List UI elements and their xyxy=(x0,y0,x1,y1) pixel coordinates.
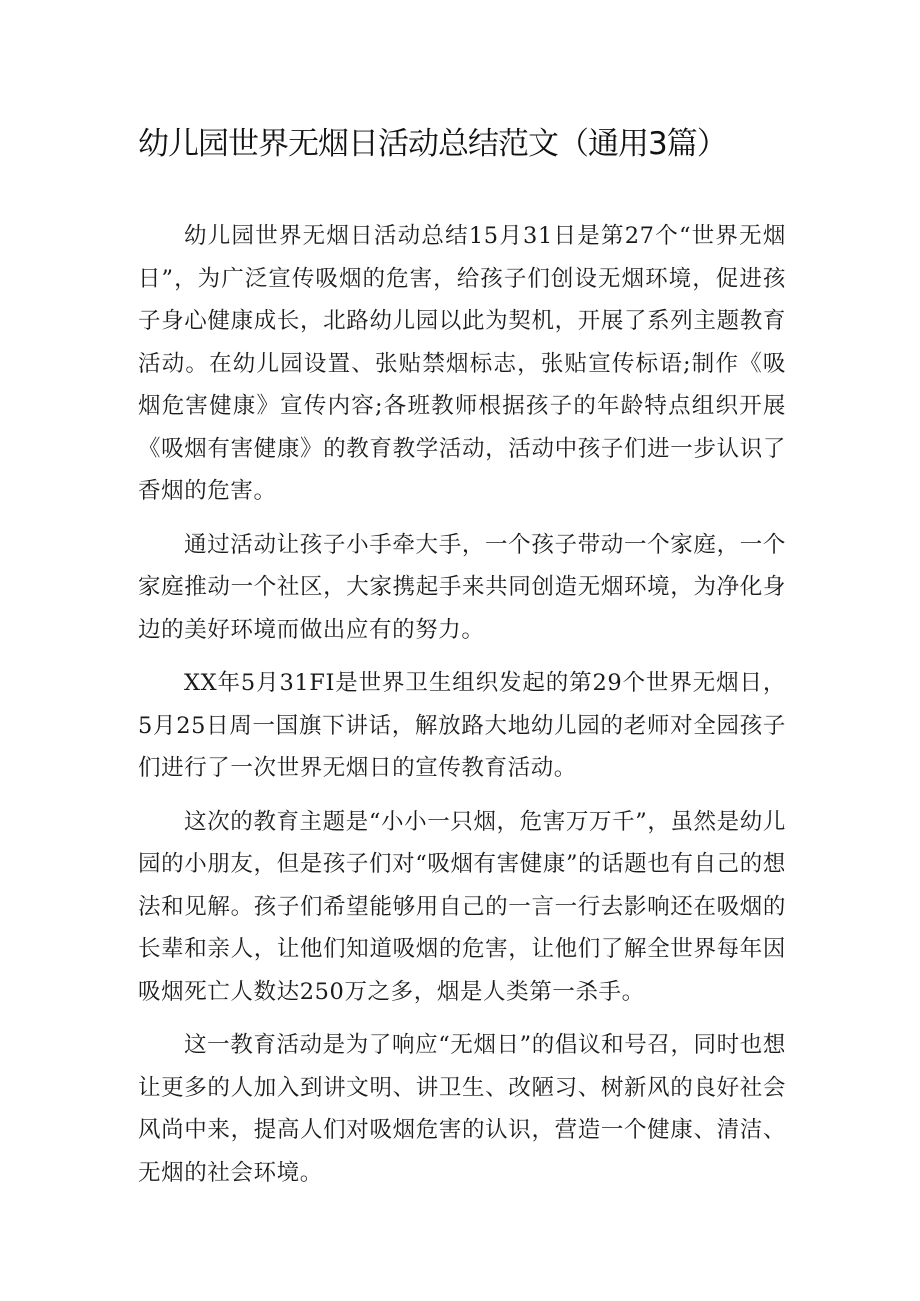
document-body xyxy=(138,215,786,1205)
paragraph-1: 幼儿园世界无烟日活动总结15月31日是第27个“世界无烟日”，为广泛宣传吸烟的危害，给孩子们创设无烟环境，促进孩子身心健康成长，北路幼儿园以此为契机，开展了系列主题教育活动。在幼儿园设置、张贴禁烟标志，张贴宣传标语;制作《吸烟危害健康》宣传内容;各班教师根据孩子的年龄特点组织开展《吸烟有害健康》的教育教学活动，活动中孩子们进一步认识了香烟的危害。 xyxy=(138,223,786,504)
paragraph-3: XX年5月31FI是世界卫生组织发起的第29个世界无烟日，5月25日周一国旗下讲话，解放路大地幼儿园的老师对全园孩子们进行了一次世界无烟日的宣传教育活动。 xyxy=(138,670,786,781)
document-title: 幼儿园世界无烟日活动总结范文（通用3篇） xyxy=(138,126,727,162)
paragraph-2: 通过活动让孩子小手牵大手，一个孩子带动一个家庭，一个家庭推动一个社区，大家携起手来共同创造无烟环境，为净化身边的美好环境而做出应有的努力。 xyxy=(138,531,786,643)
paragraph-5: 这一教育活动是为了响应“无烟日”的倡议和号召，同时也想让更多的人加入到讲文明、讲卫生、改陋习、树新风的良好社会风尚中来，提高人们对吸烟危害的认识，营造一个健康、清洁、无烟的社会环境。 xyxy=(138,1032,786,1186)
paragraph-4: 这次的教育主题是“小小一只烟，危害万万千”，虽然是幼儿园的小朋友，但是孩子们对“吸烟有害健康”的话题也有自己的想法和见解。孩子们希望能够用自己的一言一行去影响还在吸烟的长辈和亲人，让他们知道吸烟的危害，让他们了解全世界每年因吸烟死亡人数达250万之多，烟是人类第一杀手。 xyxy=(138,808,786,1005)
